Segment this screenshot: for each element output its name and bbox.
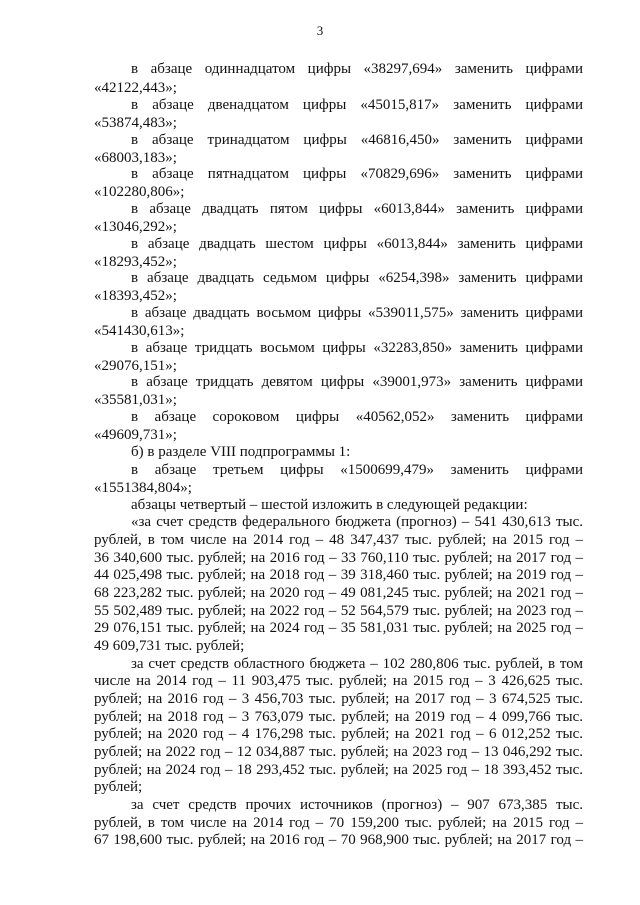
text-line: «13046,292»; xyxy=(94,219,177,235)
text-line: рублей; на 2020 год – 4 176,298 тыс. рублей; на 2021 год – 6 012,252 тыс. xyxy=(94,726,583,742)
text-line: 44 025,498 тыс. рублей; на 2018 год – 39 318,460 тыс. рублей; на 2019 год – xyxy=(94,567,583,583)
text-line: 55 502,489 тыс. рублей; на 2022 год – 52 564,579 тыс. рублей; на 2023 год – xyxy=(94,603,583,619)
text-line: «49609,731»; xyxy=(94,427,177,443)
text-line: «29076,151»; xyxy=(94,358,177,374)
text-line: в абзаце тринадцатом цифры «46816,450» заменить цифрами xyxy=(131,132,583,148)
text-line: рублей; на 2022 год – 12 034,887 тыс. рублей; на 2023 год – 13 046,292 тыс. xyxy=(94,744,583,760)
text-line: в абзаце двенадцатом цифры «45015,817» заменить цифрами xyxy=(131,97,583,113)
text-line: в абзаце двадцать шестом цифры «6013,844» заменить цифрами xyxy=(131,236,583,252)
text-line: в абзаце двадцать восьмом цифры «539011,575» заменить цифрами xyxy=(131,305,583,321)
text-line: рублей; xyxy=(94,779,143,795)
text-line: рублей; на 2016 год – 3 456,703 тыс. рублей; на 2017 год – 3 674,525 тыс. xyxy=(94,691,583,707)
text-line: рублей; на 2024 год – 18 293,452 тыс. рублей; на 2025 год – 18 393,452 тыс. xyxy=(94,762,583,778)
page-number: 3 xyxy=(316,23,324,38)
text-line: «53874,483»; xyxy=(94,115,177,131)
text-line: «68003,183»; xyxy=(94,150,177,166)
text-line: рублей, в том числе на 2014 год – 70 159,200 тыс. рублей; на 2015 год – xyxy=(94,815,583,831)
text-line: рублей; на 2018 год – 3 763,079 тыс. рублей; на 2019 год – 4 099,766 тыс. xyxy=(94,709,583,725)
text-line: абзацы четвертый – шестой изложить в следующей редакции: xyxy=(131,497,528,513)
text-line: 29 076,151 тыс. рублей; на 2024 год – 35 581,031 тыс. рублей; на 2025 год – xyxy=(94,620,583,636)
text-line: б) в разделе VIII подпрограммы 1: xyxy=(131,444,351,460)
text-line: «42122,443»; xyxy=(94,80,177,96)
text-line: «102280,806»; xyxy=(94,184,185,200)
text-line: в абзаце двадцать седьмом цифры «6254,398» заменить цифрами xyxy=(131,270,583,286)
text-line: 36 340,600 тыс. рублей; на 2016 год – 33 760,110 тыс. рублей; на 2017 год – xyxy=(94,550,583,566)
text-line: «за счет средств федерального бюджета (прогноз) – 541 430,613 тыс. xyxy=(131,514,583,530)
text-line: «541430,613»; xyxy=(94,323,185,339)
text-line: за счет средств прочих источников (прогноз) – 907 673,385 тыс. xyxy=(131,797,583,813)
text-line: «18293,452»; xyxy=(94,254,177,270)
text-line: в абзаце пятнадцатом цифры «70829,696» заменить цифрами xyxy=(131,166,583,182)
text-line: в абзаце сороковом цифры «40562,052» заменить цифрами xyxy=(131,409,583,425)
text-line: числе на 2014 год – 11 903,475 тыс. рублей; на 2015 год – 3 426,625 тыс. xyxy=(94,673,583,689)
text-line: за счет средств областного бюджета – 102 280,806 тыс. рублей, в том xyxy=(131,656,583,672)
text-line: «35581,031»; xyxy=(94,392,177,408)
text-line: 49 609,731 тыс. рублей; xyxy=(94,638,245,654)
text-line: в абзаце тридцать девятом цифры «39001,973» заменить цифрами xyxy=(131,374,583,390)
text-line: 67 198,600 тыс. рублей; на 2016 год – 70 968,900 тыс. рублей; на 2017 год – xyxy=(94,832,583,848)
text-line: в абзаце тридцать восьмом цифры «32283,850» заменить цифрами xyxy=(131,340,583,356)
text-line: в абзаце одиннадцатом цифры «38297,694» заменить цифрами xyxy=(131,61,583,77)
text-line: в абзаце двадцать пятом цифры «6013,844» заменить цифрами xyxy=(131,201,583,217)
text-line: «1551384,804»; xyxy=(94,480,192,496)
text-line: рублей, в том числе на 2014 год – 48 347,437 тыс. рублей; на 2015 год – xyxy=(94,532,583,548)
text-line: в абзаце третьем цифры «1500699,479» заменить цифрами xyxy=(131,462,583,478)
text-line: «18393,452»; xyxy=(94,288,177,304)
text-line: 68 223,282 тыс. рублей; на 2020 год – 49 081,245 тыс. рублей; на 2021 год – xyxy=(94,585,583,601)
